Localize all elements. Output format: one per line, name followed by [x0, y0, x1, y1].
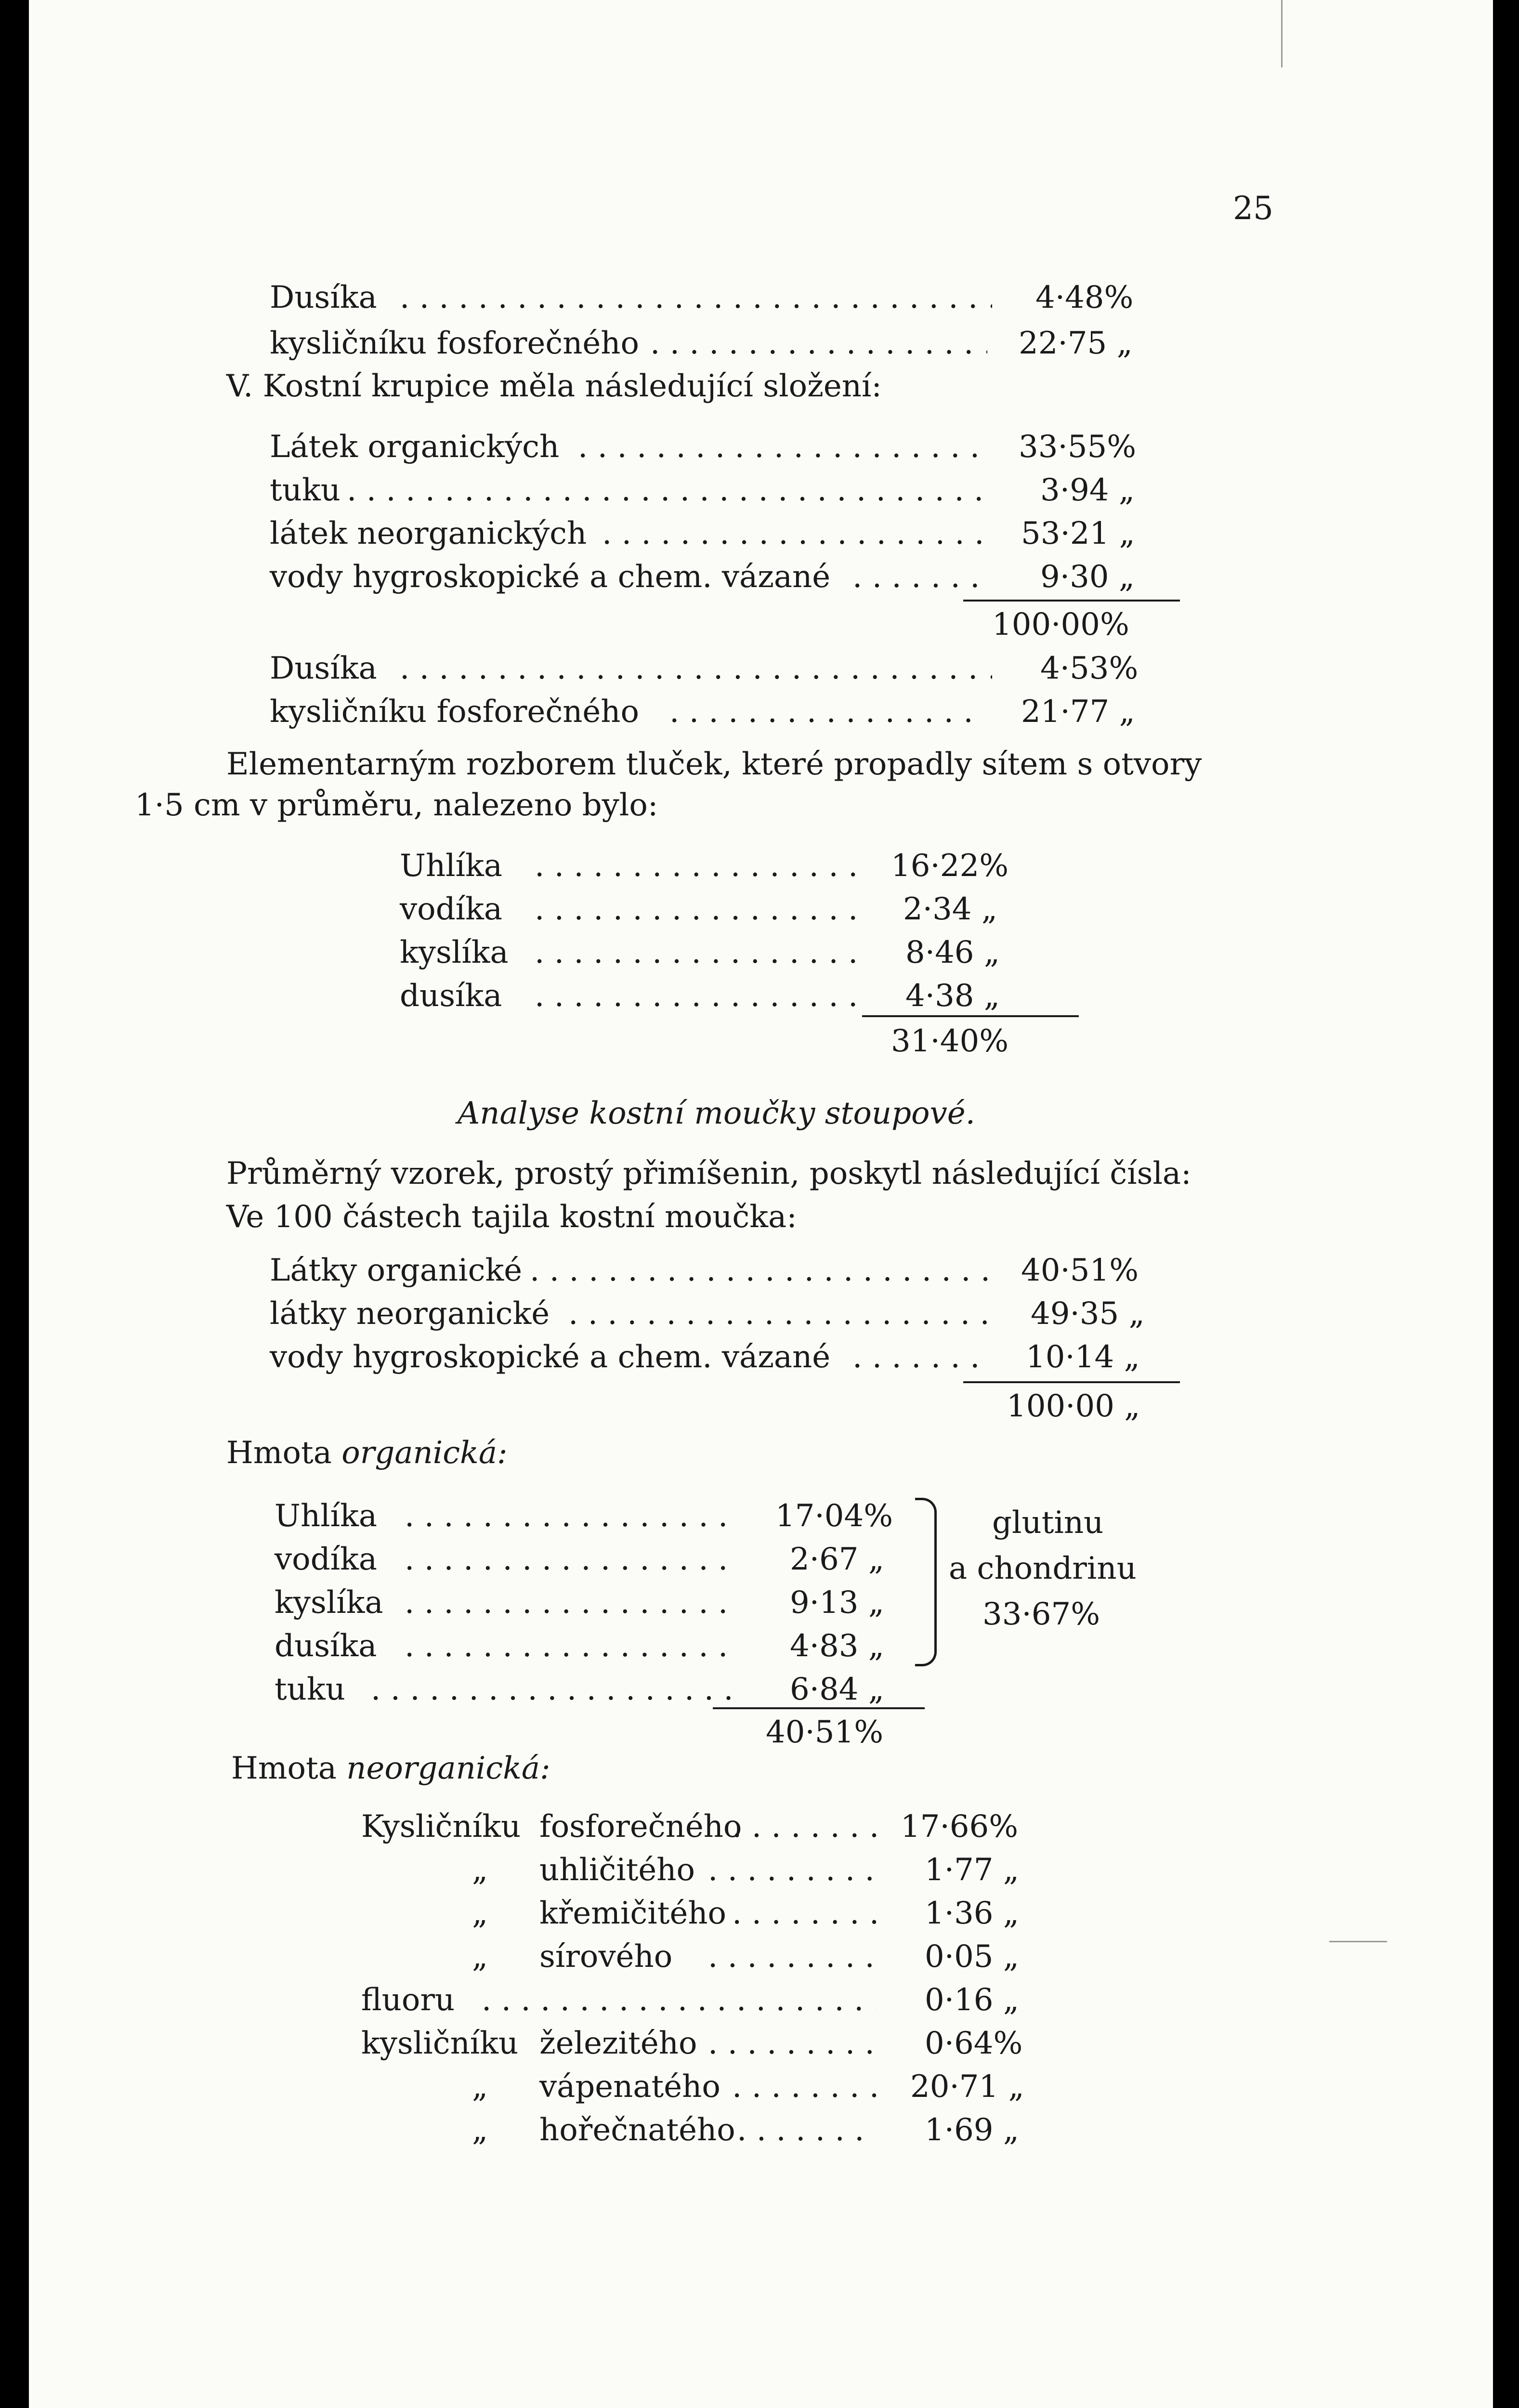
table-row [270, 1291, 1185, 1332]
margin-mark [1329, 1941, 1387, 1942]
leader-dots [602, 518, 992, 549]
table-row [361, 1890, 1132, 1929]
leader-dots [530, 1255, 992, 1286]
leader-dots [732, 1811, 877, 1842]
row-label: kyslíka [275, 1585, 383, 1621]
leader-dots [852, 1342, 992, 1373]
row-label: hořečnatého [539, 2112, 735, 2148]
row-value: 10·14 „ [1026, 1339, 1140, 1375]
row-label: křemičitého [539, 1896, 727, 1931]
leader-dots [405, 1544, 737, 1575]
row-value: 8·46 „ [905, 935, 1000, 970]
row-value: 1·36 „ [925, 1896, 1019, 1931]
row-prefix: fluoru [361, 1982, 455, 2018]
table-row [400, 886, 1074, 925]
row-label: vody hygroskopické a chem. vázané [270, 1339, 831, 1375]
hmota-neorganicka-heading [231, 1753, 550, 1784]
row-label: látek neorganických [270, 516, 587, 551]
row-prefix: „ [472, 2069, 488, 2105]
table-row [361, 2020, 1132, 2059]
leader-dots [737, 2115, 877, 2146]
row-value: 53·21 „ [1021, 516, 1135, 551]
leader-dots [405, 1631, 737, 1662]
row-prefix: „ [472, 2112, 488, 2148]
heading-prefix: Hmota [231, 1751, 337, 1786]
row-label: kyslíka [400, 935, 509, 970]
row-value: 33·55% [1019, 429, 1137, 465]
row-label: vodíka [275, 1542, 378, 1577]
table-row [361, 1934, 1132, 1975]
leader-dots [708, 2028, 877, 2059]
table-row [400, 973, 1074, 1014]
leader-dots [371, 1674, 737, 1705]
row-label: tuku [275, 1672, 345, 1707]
leader-dots [482, 1985, 877, 2015]
paragraph-1-line-2: 1·5 cm v průměru, nalezeno bylo: [135, 787, 658, 823]
heading-italic: organická: [341, 1435, 508, 1471]
table-row [270, 1247, 1185, 1286]
heading-italic: neorganická: [346, 1751, 550, 1786]
table-row [275, 1493, 949, 1534]
leader-dots [400, 653, 992, 684]
row-value: 0·16 „ [925, 1982, 1019, 2018]
row-value: 4·48% [1035, 280, 1134, 315]
document-page [29, 0, 1493, 2408]
table-row [270, 689, 1185, 730]
hmota-organicka-heading [226, 1435, 508, 1471]
row-label: vody hygroskopické a chem. vázané [270, 559, 831, 595]
row-label: Dusíka [270, 280, 377, 315]
table-row [275, 1623, 949, 1662]
glutin-note-2: a chondrinu [949, 1551, 1137, 1586]
leader-dots [578, 432, 992, 462]
row-label: železitého [539, 2026, 697, 2061]
leader-dots [732, 2071, 877, 2102]
table-row [361, 1847, 1132, 1888]
row-value: 4·83 „ [790, 1628, 884, 1664]
glutin-note-1: glutinu [992, 1505, 1104, 1541]
row-label: Dusíka [270, 651, 377, 686]
leader-dots [405, 1587, 737, 1618]
table-row [270, 320, 1185, 359]
row-prefix: Kysličníku [361, 1809, 521, 1845]
sum-rule [963, 1381, 1180, 1383]
table-row [270, 510, 1185, 549]
row-label: vodíka [400, 891, 503, 927]
heading-prefix: Hmota [226, 1435, 332, 1471]
heading-v: V. Kostní krupice měla následující složení: [226, 368, 882, 404]
table-row [270, 1334, 1185, 1373]
row-label: dusíka [275, 1628, 377, 1664]
table-row [275, 1536, 949, 1575]
table-row [270, 554, 1185, 595]
leader-dots [650, 328, 987, 359]
row-value: 0·05 „ [925, 1939, 1019, 1975]
curly-brace [915, 1498, 937, 1666]
sum-rule [713, 1707, 925, 1709]
table-row [270, 467, 1185, 506]
glutin-note-3: 33·67% [982, 1597, 1100, 1632]
block6-total: 40·51% [766, 1714, 884, 1750]
row-prefix: kysličníku [361, 2026, 519, 2061]
row-value: 49·35 „ [1031, 1296, 1145, 1332]
row-value: 0·64% [925, 2026, 1023, 2061]
leader-dots [708, 1855, 877, 1885]
row-value: 4·53% [1040, 651, 1139, 686]
row-value: 16·22% [891, 848, 1009, 884]
paragraph-1-line-1: Elementarným rozborem tluček, které propadly sítem s otvory [226, 746, 1202, 782]
leader-dots [669, 696, 982, 727]
row-value: 17·66% [901, 1809, 1019, 1845]
row-label: uhličitého [539, 1852, 695, 1888]
row-label: Uhlíka [400, 848, 503, 884]
leader-dots [535, 894, 867, 925]
row-value: 1·69 „ [925, 2112, 1019, 2148]
table-row [361, 1977, 1132, 2018]
table-row [361, 1804, 1132, 1845]
leader-dots [568, 1298, 992, 1329]
row-value: 21·77 „ [1021, 694, 1135, 730]
block2-total: 100·00% [992, 607, 1129, 642]
table-row [270, 275, 1185, 313]
leader-dots [852, 562, 992, 592]
row-label: dusíka [400, 978, 502, 1014]
row-value: 22·75 „ [1019, 326, 1133, 361]
sum-rule [963, 600, 1180, 602]
row-label: vápenatého [539, 2069, 720, 2105]
row-value: 20·71 „ [910, 2069, 1024, 2105]
table-row [400, 929, 1074, 968]
row-value: 17·04% [775, 1498, 893, 1534]
leader-dots [347, 475, 992, 506]
sum-rule [862, 1015, 1079, 1017]
row-value: 2·34 „ [903, 891, 997, 927]
table-row [275, 1666, 949, 1705]
row-value: 2·67 „ [790, 1542, 884, 1577]
row-prefix: „ [472, 1939, 488, 1975]
block4-total: 31·40% [891, 1023, 1009, 1059]
leader-dots [405, 1501, 737, 1531]
table-row [361, 2064, 1132, 2105]
paragraph-2-line-1: Průměrný vzorek, prostý přimíšenin, poskytl následující čísla: [226, 1156, 1192, 1191]
leader-dots [535, 937, 867, 968]
row-value: 4·38 „ [905, 978, 1000, 1014]
edge-mark [1281, 0, 1283, 67]
table-row [400, 843, 1074, 884]
row-value: 1·77 „ [925, 1852, 1019, 1888]
block5-total: 100·00 „ [1007, 1388, 1140, 1424]
table-row [270, 424, 1185, 465]
leader-dots [708, 1941, 877, 1972]
row-label: fosforečného [539, 1809, 742, 1845]
section-title: Analyse kostní moučky stoupové. [458, 1096, 975, 1131]
row-value: 3·94 „ [1040, 472, 1135, 508]
row-label: Látek organických [270, 429, 560, 465]
row-value: 40·51% [1021, 1253, 1139, 1288]
paragraph-2-line-2: Ve 100 částech tajila kostní moučka: [226, 1199, 797, 1235]
page-number: 25 [1233, 190, 1273, 227]
row-prefix: „ [472, 1896, 488, 1931]
leader-dots [535, 981, 867, 1011]
row-label: sírového [539, 1939, 673, 1975]
leader-dots [535, 851, 867, 881]
row-prefix: „ [472, 1852, 488, 1888]
row-value: 9·13 „ [790, 1585, 884, 1621]
row-label: Látky organické [270, 1253, 523, 1288]
row-label: tuku [270, 472, 340, 508]
leader-dots [400, 282, 992, 313]
row-label: kysličníku fosforečného [270, 326, 640, 361]
row-label: Uhlíka [275, 1498, 378, 1534]
leader-dots [732, 1898, 877, 1929]
row-label: kysličníku fosforečného [270, 694, 640, 730]
row-value: 6·84 „ [790, 1672, 884, 1707]
table-row [275, 1580, 949, 1621]
row-label: látky neorganické [270, 1296, 550, 1332]
row-value: 9·30 „ [1040, 559, 1135, 595]
table-row [270, 645, 1185, 684]
table-row [361, 2107, 1132, 2146]
